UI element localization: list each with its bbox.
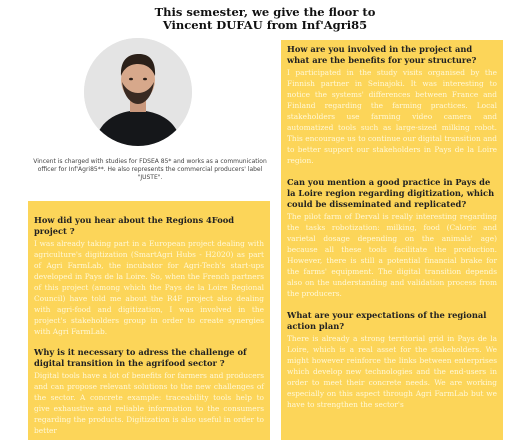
answer-expectations: There is already a strong territorial grid in Pays de la Loire, which is a real asset for the stakeholders. We might however reinforce the links between enterprises which develop new technologies and the end-users in order to meet their concrete needs. We are working especially on this aspect through Agri FarmLab but we have to strengthen the sector's [287,334,497,409]
question-good-practice: Can you mention a good practice in Pays de la Loire region regarding digitization, which could be disseminated and replicated? [287,177,495,209]
question-expectations: What are your expectations of the regional action plan? [287,310,487,331]
answer-digital-transition: Digital tools have a lot of benefits for farmers and producers and can propose relevant solutions to the new challenges of the sector. A concrete example: traceability tools help to give exhaustive and reliable information to the consumers regarding the products. Digitization is also useful in order to better [34,371,264,435]
title-line-2: Vincent DUFAU from Inf'Agri85 [162,18,368,32]
photo-caption: Vincent is charged with studies for FDSEA 85* and works as a communication officer for Inf'Agri85**. He also represents the commercial producers' label "JUSTE". [33,158,267,181]
portrait-illustration [84,38,192,146]
answer-involvement: I participated in the study visits organised by the Finnish partner in Seinajoki. It was interesting to notice the systems' differences between France and Finland regarding the farming practices. Local stakeholders use farming video camera and automatized tools such as large-sized milking robot. This encourage us to continue our digital transition and to better support our stakeholders in Pays de la Loire region. [287,68,497,165]
portrait-photo [84,38,192,146]
title-line-1: This semester, we give the floor to [154,5,376,19]
interview-box-left [28,201,270,440]
interview-box-right [281,40,503,440]
answer-good-practice: The pilot farm of Derval is really interesting regarding the tasks robotization: milking, food (Caloric and varietal dosage depending on the animals' age) because all these tools facilitate the production. However, there is still a potential financial brake for the farms' equipment. The digital transition depends also on the understanding and validation process from the producers. [287,212,497,298]
page-title [0,6,530,32]
question-digital-transition: Why is it necessary to adress the challenge of digital transition in the agrifood sector ? [34,347,247,368]
question-involvement: How are you involved in the project and what are the benefits for your structure? [287,44,477,65]
answer-heard-about-project: I was already taking part in a European project dealing with agriculture's digitization (SmartAgri Hubs - H2020) as part of Agri FarmLab, the incubator for Agri-Tech's start-ups developed in Pays de la Loire. So, when the French partners of this project (among which the Pays de la Loire Regional Council) have told me about the R4F project also dealing with agri-food and digitization, I was involved in the project's stakeholders group in order to create synergies with Agri FarmLab. [34,239,264,336]
question-heard-about-project: How did you hear about the Regions 4Food project ? [34,215,235,236]
